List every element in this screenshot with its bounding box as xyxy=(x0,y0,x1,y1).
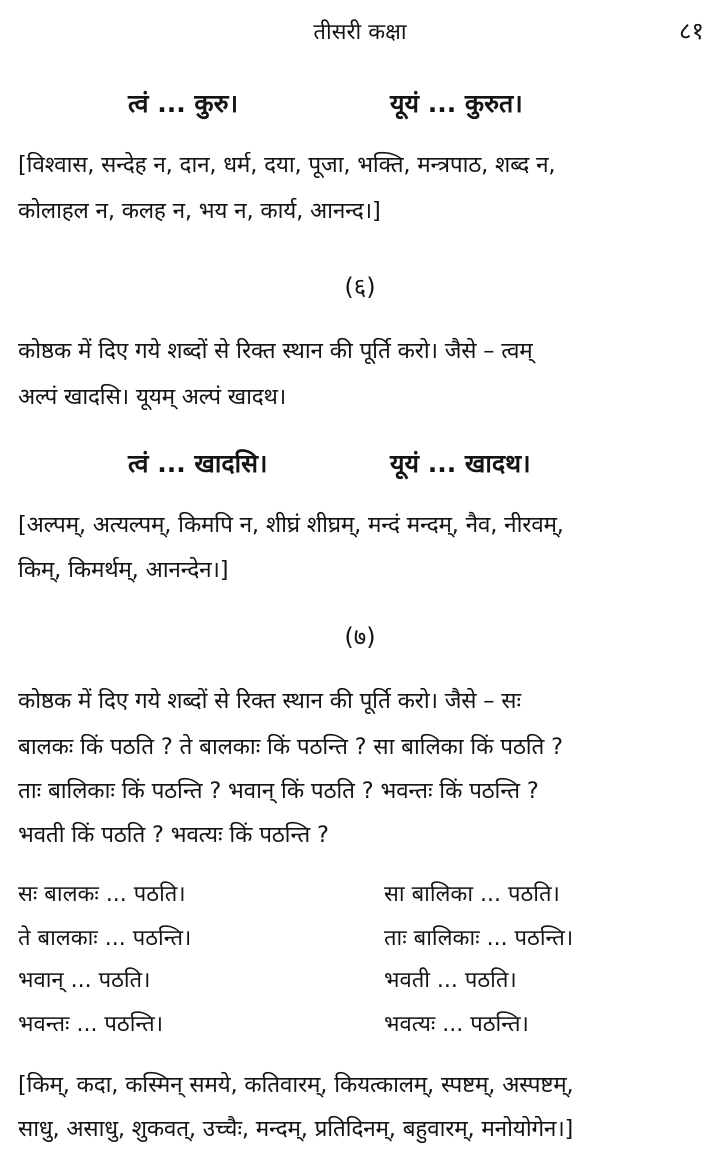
page-number: ८१ xyxy=(679,17,704,45)
word-list-line: [किम्, कदा, कस्मिन् समये, कतिवारम्, कियत्कालम्, स्पष्टम्, अस्पष्टम्, xyxy=(18,1072,574,1098)
instruction-line: कोष्ठक में दिए गये शब्दों से रिक्त स्थान की पूर्ति करो। जैसे – सः xyxy=(18,688,521,714)
example-singular: त्वं ... खादसि। xyxy=(128,449,268,478)
sentence-right: ताः बालिकाः ... पठन्ति। xyxy=(384,926,574,951)
sentence-left: सः बालकः ... पठति। xyxy=(18,882,186,907)
instruction-line: अल्पं खादसि। यूयम् अल्पं खादथ। xyxy=(18,384,287,410)
example-plural: यूयं ... कुरुत। xyxy=(390,89,523,118)
sentence-left: भवन्तः ... पठन्ति। xyxy=(18,1012,164,1037)
word-list-line: [विश्वास, सन्देह न, दान, धर्म, दया, पूजा, भक्ति, मन्त्रपाठ, शब्द न, xyxy=(18,152,556,178)
sentence-left: ते बालकाः ... पठन्ति। xyxy=(18,926,192,951)
instruction-line: बालकः किं पठति ? ते बालकाः किं पठन्ति ? सा बालिका किं पठति ? xyxy=(18,734,563,760)
exercise-number: (६) xyxy=(344,273,376,301)
sentence-right: सा बालिका ... पठति। xyxy=(384,882,560,907)
word-list-line: साधु, असाधु, शुकवत्, उच्चैः, मन्दम्, प्रतिदिनम्, बहुवारम्, मनोयोगेन।] xyxy=(18,1116,574,1142)
example-plural: यूयं ... खादथ। xyxy=(390,449,531,478)
sentence-right: भवती ... पठति। xyxy=(384,968,517,993)
word-list-line: [अल्पम्, अत्यल्पम्, किमपि न, शीघ्रं शीघ्रम्, मन्दं मन्दम्, नैव, नीरवम्, xyxy=(18,512,564,538)
example-singular: त्वं ... कुरु। xyxy=(128,89,239,118)
word-list-line: कोलाहल न, कलह न, भय न, कार्य, आनन्द।] xyxy=(18,198,381,224)
instruction-line: ताः बालिकाः किं पठन्ति ? भवान् किं पठति ? भवन्तः किं पठन्ति ? xyxy=(18,778,539,804)
instruction-line: भवती किं पठति ? भवत्यः किं पठन्ति ? xyxy=(18,822,329,848)
word-list-line: किम्, किमर्थम्, आनन्देन।] xyxy=(18,557,229,583)
page-header: तीसरी कक्षा xyxy=(313,20,407,45)
sentence-left: भवान् ... पठति। xyxy=(18,968,151,993)
exercise-number: (७) xyxy=(344,623,376,651)
instruction-line: कोष्ठक में दिए गये शब्दों से रिक्त स्थान की पूर्ति करो। जैसे – त्वम् xyxy=(18,338,533,364)
sentence-right: भवत्यः ... पठन्ति। xyxy=(384,1012,529,1037)
